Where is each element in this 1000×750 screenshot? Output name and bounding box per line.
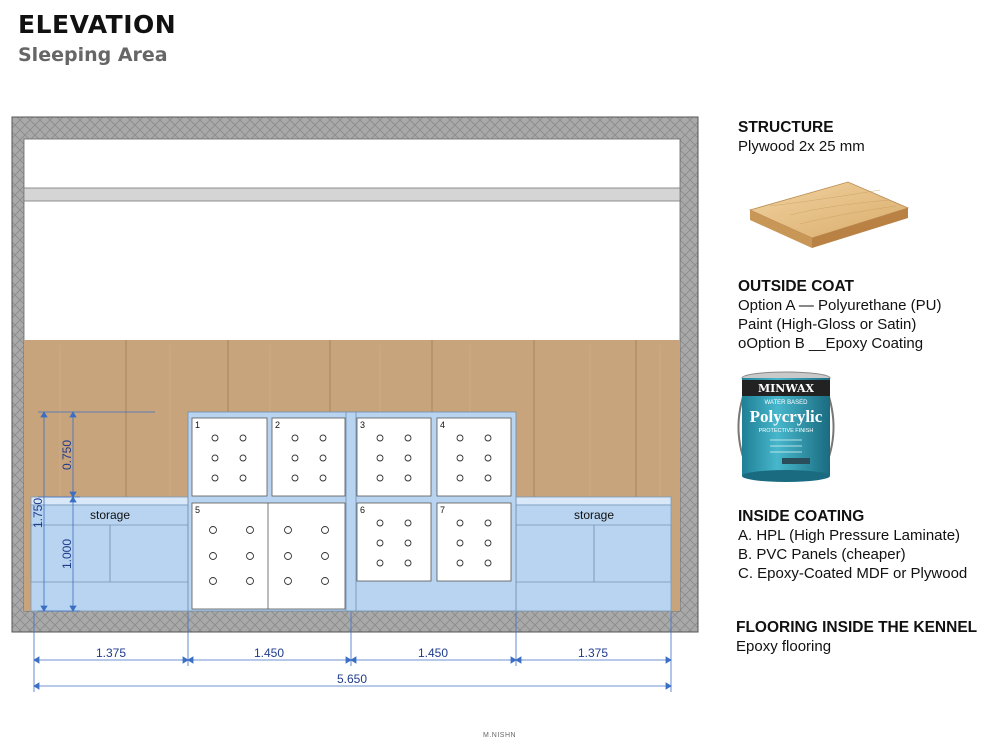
compartment-2: [272, 418, 345, 496]
paint-can-image: [738, 372, 833, 482]
paint-can-product: Polycrylic: [749, 407, 823, 426]
spec-outside-coat-line: Paint (High-Gloss or Satin): [738, 316, 917, 333]
plywood-sample-image: [750, 182, 908, 248]
spec-inside-coating-line: C. Epoxy-Coated MDF or Plywood: [738, 565, 968, 582]
dimension-total-label: 5.650: [336, 672, 368, 686]
author-credit: M.NISHN: [483, 732, 517, 739]
compartment-6-number: 6: [360, 505, 366, 515]
dimension-2-label: 1.450: [253, 646, 285, 660]
paint-can-subline: PROTECTIVE FINISH: [758, 428, 814, 434]
spec-outside-coat-line: Option A — Polyurethane (PU): [738, 297, 942, 314]
compartment-7: [437, 503, 511, 581]
compartment-4-number: 4: [440, 420, 446, 430]
compartment-3: [357, 418, 431, 496]
compartment-7-number: 7: [440, 505, 446, 515]
spec-flooring: [736, 618, 977, 656]
spec-inside-coating-line: B. PVC Panels (cheaper): [738, 546, 906, 563]
compartment-5: [192, 503, 345, 609]
dimension-3-label: 1.450: [417, 646, 449, 660]
paint-can-tagline: WATER BASED: [764, 400, 808, 406]
compartment-6: [357, 503, 431, 581]
storage-right-label: storage: [573, 508, 615, 522]
spec-outside-coat-line: oOption B __Epoxy Coating: [738, 335, 924, 352]
compartment-3-number: 3: [360, 420, 366, 430]
spec-flooring-heading: FLOORING INSIDE THE KENNEL: [736, 619, 978, 636]
dimension-1-label: 1.375: [95, 646, 127, 660]
page-title: ELEVATION: [18, 10, 177, 39]
compartment-4: [437, 418, 511, 496]
dimension-vertical-total-label: 1.750: [31, 497, 45, 529]
spec-inside-coating: [738, 507, 967, 583]
paint-can-brand: MINWAX: [757, 382, 815, 395]
dimension-vertical-lower-label: 1.000: [60, 538, 74, 570]
spec-structure-line: Plywood 2x 25 mm: [738, 138, 865, 155]
spec-outside-coat-heading: OUTSIDE COAT: [738, 278, 854, 295]
spec-inside-coating-line: A. HPL (High Pressure Laminate): [738, 527, 961, 544]
page-subtitle: Sleeping Area: [18, 44, 168, 66]
spec-structure: [738, 118, 865, 156]
compartment-2-number: 2: [275, 420, 281, 430]
spec-structure-heading: STRUCTURE: [738, 119, 834, 136]
compartment-1: [192, 418, 267, 496]
upper-shelf: [24, 188, 680, 201]
spec-flooring-line: Epoxy flooring: [736, 638, 832, 655]
dimension-vertical-upper-label: 0.750: [60, 439, 74, 471]
compartment-5-number: 5: [195, 505, 201, 515]
compartment-1-number: 1: [195, 420, 201, 430]
dimension-4-label: 1.375: [577, 646, 609, 660]
storage-left-label: storage: [89, 508, 131, 522]
spec-outside-coat: [738, 277, 941, 353]
spec-inside-coating-heading: INSIDE COATING: [738, 508, 865, 525]
